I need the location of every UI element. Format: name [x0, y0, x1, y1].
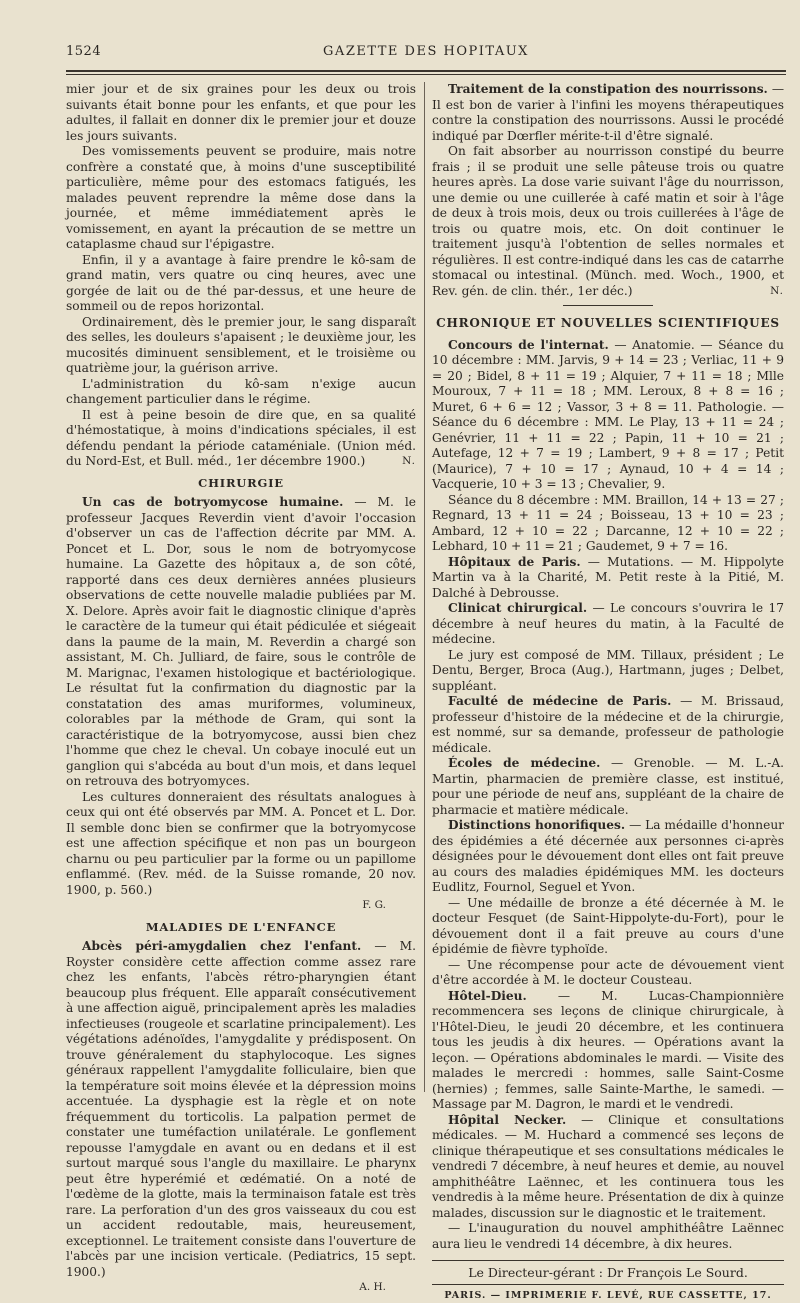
article-internat: [432, 338, 784, 493]
article-necker: [432, 1113, 784, 1222]
paragraph: [432, 144, 784, 299]
ornament-rule: [563, 305, 653, 306]
article-title: Un cas de botryomycose humaine.: [82, 495, 343, 509]
paragraph: — Une médaille de bronze a été décernée à M. le docteur Fesquet (de Saint-Hippolyte-du-Fort), pour le dévouement dont il a fait preuve au cours d'une épidémie de fièvre typhoïde.: [432, 896, 784, 958]
left-column: [66, 82, 416, 1298]
paragraph: Des vomissements peuvent se produire, mais notre confrère a constaté que, à moins d'une susceptibilité particulière, même pour des estomacs fatigués, les malades peuvent reprendre la même dose dans la journée, et même immédiatement après le vomissement, en ayant la précaution de se mettre un cataplasme chaud sur l'épigastre.: [66, 144, 416, 253]
column-divider: [424, 82, 425, 1092]
paragraph: Les cultures donneraient des résultats analogues à ceux qui ont été observés par MM. A. Poncet et L. Dor. Il semble donc bien se confirmer que la botryomycose est une affection spécifique et non pas un bourgeon charnu ou peu particulier par la forme ou un papillome enflammé. (Rev. méd. de la Suisse romande, 20 nov. 1900, p. 560.): [66, 790, 416, 899]
author-signature: F. G.: [66, 898, 386, 914]
journal-title: GAZETTE DES HOPITAUX: [66, 44, 786, 59]
article-hopitaux: [432, 555, 784, 602]
page-number: 1524: [66, 44, 101, 59]
paragraph-text: Il est à peine besoin de dire que, en sa qualité d'hémostatique, à moins d'indications spéciales, il est défendu pendant la période cataméniale. (Union méd. du Nord-Est, et Bull. méd., 1er décembre 1900.): [66, 408, 416, 469]
article-ecoles: [432, 756, 784, 818]
right-column: [432, 82, 784, 1303]
imprint-line: PARIS. — IMPRIMERIE F. LEVÉ, RUE CASSETTE, 17.: [432, 1284, 784, 1303]
article-title: Faculté de médecine de Paris.: [448, 694, 671, 708]
article-clinicat: [432, 601, 784, 648]
section-heading-enfance: MALADIES DE L'ENFANCE: [66, 920, 416, 936]
article-title: Traitement de la constipation des nourrissons.: [448, 82, 768, 96]
article-title: Hôtel-Dieu.: [448, 989, 527, 1003]
article-text: — Anatomie. — Séance du 10 décembre : MM. Jarvis, 9 + 14 = 23 ; Verliac, 11 + 9 = 20 ; Bidel, 8 + 11 = 19 ; Alquier, 7 + 11 = 18 ; Mlle Mouroux, 7 + 11 = 18 ; MM. Leroux, 8 + 8 = 16 ; Muret, 6 + 6 = 12 ; Vassor, 3 + 8 = 11. Pathologie. — Séance du 6 décembre : MM. Le Play, 13 + 11 = 24 ; Genévrier, 11 + 11 = 22 ; Papin, 11 + 10 = 21 ; Autefage, 12 + 7 = 19 ; Lambert, 9 + 8 = 17 ; Petit (Maurice), 7 + 10 = 17 ; Aynaud, 10 + 4 = 14 ; Vacquerie, 10 + 3 = 13 ; Chevalier, 9.: [432, 338, 784, 492]
article-text: — La médaille d'honneur des épidémies a été décernée aux personnes ci-après désignées pour le dévouement dont elles ont fait preuve au cours des maladies épidémiques MM. les docteurs Eudlitz, Fournol, Seguel et Yvon.: [432, 818, 784, 894]
article-abces: [66, 939, 416, 1280]
paragraph-text: On fait absorber au nourrisson constipé du beurre frais ; il se produit une selle pâteuse trois ou quatre heures après. La dose varie suivant l'âge du nourrisson, une demie ou une cuillerée à café matin et soir à l'âge de deux à trois mois, deux ou trois cuillerées à l'âge de trois ou quatre mois, etc. On doit continuer le traitement jusqu'à l'obtention de selles normales et régulières. Il est contre-indiqué dans les cas de catarrhe stomacal ou intestinal. (Münch. med. Woch., 1900, et Rev. gén. de clin. thér., 1er déc.): [432, 144, 784, 298]
author-signature: N.: [754, 284, 784, 300]
paragraph: mier jour et de six graines pour les deux ou trois suivants était bonne pour les enfants, et que pour les adultes, il fallait en donner dix le premier jour et douze les jours suivants.: [66, 82, 416, 144]
paragraph: — Une récompense pour acte de dévouement vient d'être accordée à M. le docteur Cousteau.: [432, 958, 784, 989]
paragraph: Séance du 8 décembre : MM. Braillon, 14 + 13 = 27 ; Regnard, 13 + 11 = 24 ; Boisseau, 13 + 10 = 23 ; Ambard, 12 + 10 = 22 ; Darcanne, 12 + 10 = 22 ; Lebhard, 10 + 11 = 21 ; Gaudemet, 9 + 7 = 16.: [432, 493, 784, 555]
paragraph: Enfin, il y a avantage à faire prendre le kô-sam de grand matin, vers quatre ou cinq heures, avec une gorgée de lait ou de thé par-dessus, et une heure de sommeil ou de repos horizontal.: [66, 253, 416, 315]
article-title: Distinctions honorifiques.: [448, 818, 625, 832]
directeur-gerant: Le Directeur-gérant : Dr François Le Sourd.: [432, 1260, 784, 1281]
paragraph: — L'inauguration du nouvel amphithéâtre Laënnec aura lieu le vendredi 14 décembre, à dix heures.: [432, 1221, 784, 1252]
article-text: — Le concours s'ouvrira le 17 décembre à neuf heures du matin, à la Faculté de médecine.: [432, 601, 784, 646]
article-text: — M. Lucas-Championnière recommencera ses leçons de clinique chirurgicale, à l'Hôtel-Dieu, le jeudi 20 décembre, et les continuera tous les jeudis à dix heures. — Opérations avant la leçon. — Opérations abdominales le mardi. — Visite des malades le mercredi : hommes, salle Saint-Cosme (hernies) ; femmes, salle Sainte-Marthe, le samedi. — Massage par M. Dagron, le mardi et le vendredi.: [432, 989, 784, 1112]
article-faculte: [432, 694, 784, 756]
section-heading-chirurgie: CHIRURGIE: [66, 476, 416, 492]
header-rule: [66, 70, 786, 72]
article-hotel-dieu: [432, 989, 784, 1113]
article-constipation: [432, 82, 784, 144]
article-distinctions: [432, 818, 784, 896]
article-text: — Il est bon de varier à l'infini les moyens thérapeutiques contre la constipation des nourrissons. Aussi le procédé indiqué par Dœrfler mérite-t-il d'être signalé.: [432, 82, 784, 143]
header-rule-thin: [66, 74, 786, 75]
page-header: [66, 44, 786, 64]
section-heading-chronique: CHRONIQUE ET NOUVELLES SCIENTIFIQUES: [432, 316, 784, 332]
author-signature: N.: [386, 454, 416, 470]
article-title: Abcès péri-amygdalien chez l'enfant.: [82, 939, 361, 953]
article-title: Écoles de médecine.: [448, 756, 600, 770]
article-text: — M. le professeur Jacques Reverdin vient d'avoir l'occasion d'observer un cas de l'affection décrite par MM. A. Poncet et L. Dor, sous le nom de botryomycose humaine. La Gazette des hôpitaux a, de son côté, rapporté dans ces deux dernières années plusieurs observations de cette nouvelle maladie publiées par M. X. Delore. Après avoir fait le diagnostic clinique d'après le caractère de la tumeur qui était pédiculée et siégeait dans la paume de la main, M. Reverdin a chargé son assistant, M. Ch. Julliard, de faire, sous le contrôle de M. Marignac, l'examen histologique et bactériologique. Le résultat fut la confirmation du diagnostic par la constatation des amas muriformes, volumineux, colorables par la méthode de Gram, qui sont la caractéristique de la botryomycose, aussi bien chez l'homme que chez le cheval. Un cobaye inoculé eut un ganglion qui s'abcéda au bout d'un mois, et dans lequel on retrouva des botryomyces.: [66, 495, 416, 788]
article-text: — M. Royster considère cette affection comme assez rare chez les enfants, l'abcès rétro-pharyngien étant beaucoup plus fréquent. Elle apparaît consécutivement à une affection aiguë, principalement après les maladies infectieuses (rougeole et scarlatine principalement). Les végétations adénoïdes, l'amygdalite y prédisposent. On trouve généralement du staphylocoque. Les signes généraux rappellent l'amygdalite folliculaire, bien que la température soit moins élevée et la dépression moins accentuée. La dysphagie est la règle et on note fréquemment du torticolis. La palpation permet de constater une tuméfaction unilatérale. Le gonflement repousse l'amygdale en avant ou en dedans et il est surtout marqué sous l'angle du maxillaire. Le pharynx peut être hyperémié et œdématié. On a noté de l'œdème de la glotte, mais la terminaison fatale est très rare. La perforation d'un des gros vaisseaux du cou est un accident redoutable, mais, heureusement, exceptionnel. Le traitement consiste dans l'ouverture de l'abcès par une incision verticale. (Pediatrics, 15 sept. 1900.): [66, 939, 416, 1279]
author-signature: A. H.: [66, 1280, 386, 1296]
paragraph: Le jury est composé de MM. Tillaux, président ; Le Dentu, Berger, Broca (Aug.), Hartmann, juges ; Delbet, suppléant.: [432, 648, 784, 695]
article-title: Hôpitaux de Paris.: [448, 555, 581, 569]
article-title: Clinicat chirurgical.: [448, 601, 587, 615]
paragraph: Ordinairement, dès le premier jour, le sang disparaît des selles, les douleurs s'apaisent ; le deuxième jour, les mucosités diminuent sensiblement, et le troisième ou quatrième jour, la guérison arrive.: [66, 315, 416, 377]
article-title: Hôpital Necker.: [448, 1113, 566, 1127]
article-text: — Mutations. — M. Hippolyte Martin va à la Charité, M. Petit reste à la Pitié, M. Dalché à Debrousse.: [432, 555, 784, 600]
article-botryomycose: [66, 495, 416, 790]
article-text: — M. Brissaud, professeur d'histoire de la médecine et de la chirurgie, est nommé, sur sa demande, professeur de pathologie médicale.: [432, 694, 784, 755]
paragraph: [66, 408, 416, 470]
article-text: — Clinique et consultations médicales. — M. Huchard a commencé ses leçons de clinique thérapeutique et ses consultations médicales le vendredi 7 décembre, à neuf heures et demie, au nouvel amphithéâtre Laënnec, et les continuera tous les vendredis à la même heure. Présentation de dix à quinze malades, discussion sur le diagnostic et le traitement.: [432, 1113, 784, 1220]
article-title: Concours de l'internat.: [448, 338, 609, 352]
article-text: — Grenoble. — M. L.-A. Martin, pharmacien de première classe, est institué, pour une période de neuf ans, suppléant de la chaire de pharmacie et matière médicale.: [432, 756, 784, 817]
paragraph: L'administration du kô-sam n'exige aucun changement particulier dans le régime.: [66, 377, 416, 408]
